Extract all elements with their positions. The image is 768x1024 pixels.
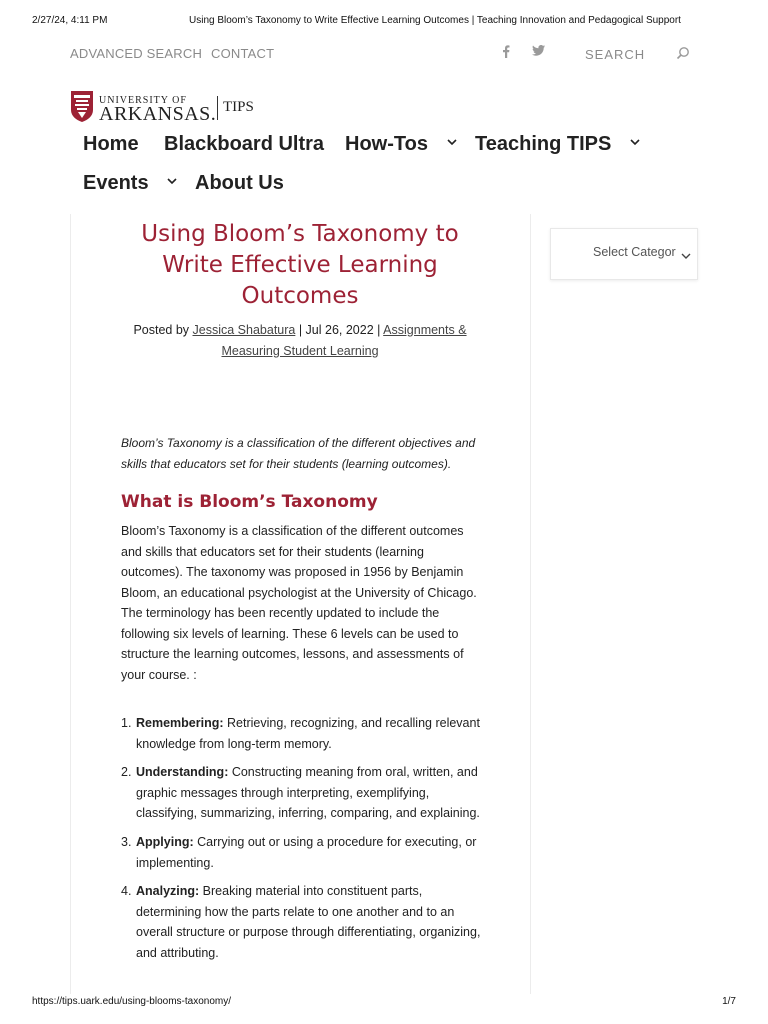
level-description: Retrieving, recognizing, and recalling relevant knowledge from long-term memory.: [136, 716, 480, 751]
category-select-value: Select Categor: [593, 245, 676, 259]
print-datetime: 2/27/24, 4:11 PM: [32, 15, 108, 26]
search-icon[interactable]: [676, 46, 692, 62]
meta-prefix: Posted by: [133, 323, 193, 337]
nav-item-home[interactable]: [83, 133, 139, 156]
list-item: [121, 832, 483, 873]
list-number: 4.: [121, 884, 132, 899]
print-header: [32, 15, 736, 29]
nav-item-label: Events: [83, 172, 149, 194]
level-description: Carrying out or using a procedure for executing, or implementing.: [136, 835, 477, 870]
meta-date: | Jul 26, 2022 |: [295, 323, 384, 337]
category-select[interactable]: [550, 228, 698, 280]
nav-item-label: Teaching TIPS: [475, 133, 612, 155]
logo-university-text: UNIVERSITY OF: [99, 95, 187, 106]
nav-item-label: Home: [83, 133, 139, 155]
logo-tips-text: TIPS: [223, 99, 254, 115]
post-meta: [120, 320, 480, 362]
level-description: Breaking material into constituent parts, determining how the parts relate to one another and to an overall structure or purpose through differentiating, organizing, and attributing.: [136, 884, 481, 960]
nav-item-label: How-Tos: [345, 133, 428, 155]
level-term: Understanding:: [136, 765, 229, 780]
nav-item-about-us[interactable]: [195, 172, 284, 195]
list-item: [121, 713, 483, 754]
list-number: 3.: [121, 835, 132, 850]
nav-item-teaching-tips[interactable]: [475, 133, 640, 156]
facebook-icon[interactable]: [502, 45, 510, 61]
level-term: Analyzing:: [136, 884, 200, 899]
level-term: Applying:: [136, 835, 194, 850]
search-input[interactable]: [585, 44, 685, 64]
chevron-down-icon: [681, 248, 691, 258]
nav-item-label: About Us: [195, 172, 284, 194]
body-paragraph: Bloom’s Taxonomy is a classification of the different outcomes and skills that educators set for their students (learning outcomes). The taxonomy was proposed in 1956 by Benjamin Bloom, an educational psychologist at the University of Chicago. The terminology has been recently updated to include the following six levels of learning. These 6 levels can be used to structure the learning outcomes, lessons, and assessments of your course. :: [121, 524, 477, 682]
nav-item-blackboard-ultra[interactable]: [164, 133, 324, 156]
contact-link[interactable]: CONTACT: [211, 46, 275, 61]
nav-item-how-tos[interactable]: [345, 133, 457, 156]
list-number: 1.: [121, 716, 132, 730]
twitter-icon[interactable]: [532, 45, 545, 59]
site-logo[interactable]: [70, 90, 270, 124]
post-intro: Bloom’s Taxonomy is a classification of the different objectives and skills that educators set for their students (learning outcomes).: [121, 436, 476, 471]
logo-arkansas-text: ARKANSAS.: [99, 103, 217, 125]
logo-divider: [217, 96, 218, 120]
category-link[interactable]: Assignments & Measuring Student Learning: [221, 323, 467, 358]
advanced-search-link[interactable]: ADVANCED SEARCH: [70, 46, 203, 61]
chevron-down-icon: [167, 169, 177, 179]
section-heading: What is Bloom’s Taxonomy: [121, 492, 378, 512]
author-link[interactable]: Jessica Shabatura: [192, 323, 296, 337]
print-footer: [32, 996, 736, 1010]
print-page-title: Using Bloom’s Taxonomy to Write Effective Learning Outcomes | Teaching Innovation and Pedagogical Support: [189, 15, 681, 26]
university-seal-icon: [70, 90, 94, 123]
top-bar: [70, 44, 698, 64]
nav-item-label: Blackboard Ultra: [164, 133, 325, 155]
print-page-number: 1/7: [722, 996, 736, 1007]
post-title: Using Bloom’s Taxonomy to Write Effective Learning Outcomes: [141, 221, 459, 309]
levels-list: [121, 713, 483, 972]
level-description: Constructing meaning from oral, written, and graphic messages through interpreting, exemplifying, classifying, summarizing, inferring, comparing, and explaining.: [136, 765, 480, 821]
list-number: 2.: [121, 765, 132, 780]
level-term: Remembering:: [136, 716, 224, 730]
list-item: [121, 881, 483, 963]
list-item: [121, 762, 483, 824]
chevron-down-icon: [447, 130, 457, 140]
chevron-down-icon: [630, 130, 640, 140]
print-url: https://tips.uark.edu/using-blooms-taxonomy/: [32, 996, 231, 1007]
nav-item-events[interactable]: [83, 172, 177, 195]
